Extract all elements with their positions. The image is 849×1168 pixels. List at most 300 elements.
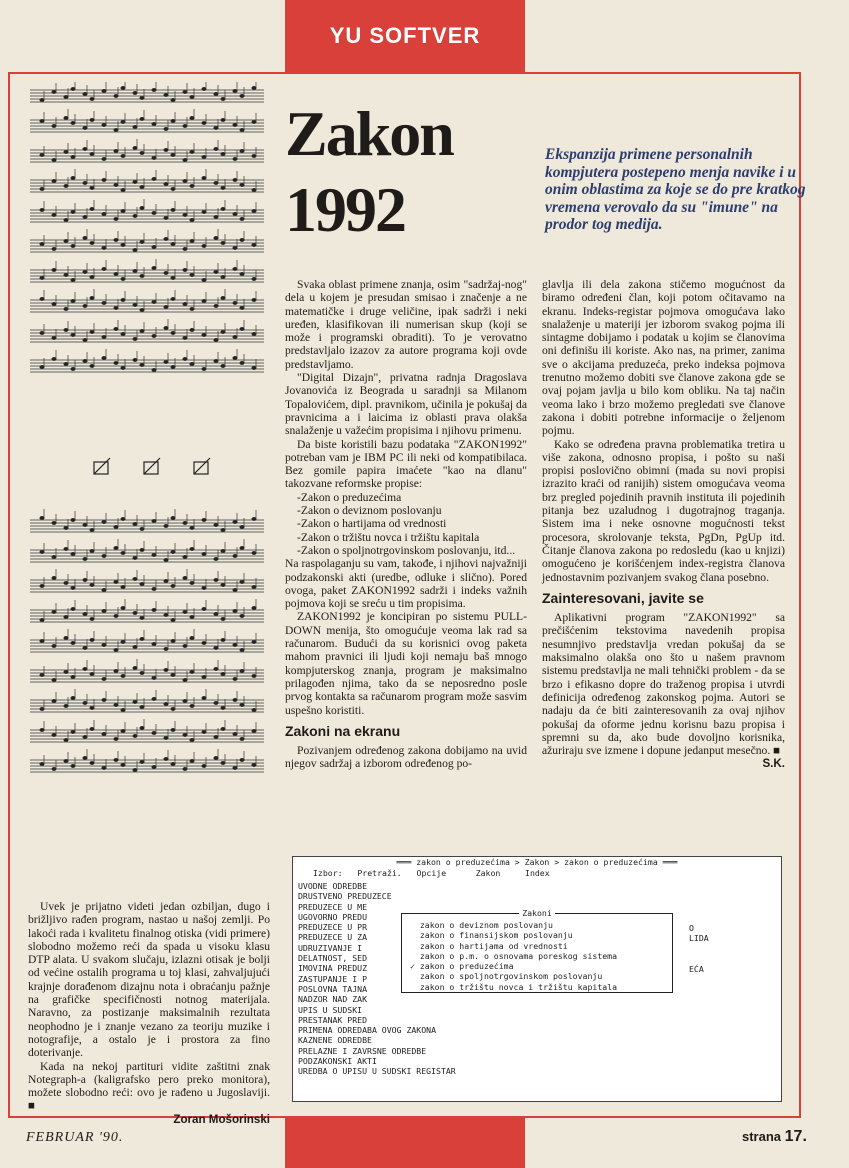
chapter-list-item[interactable]: PODZAKONSKI AKTI [298,1056,377,1067]
note-head [190,547,194,550]
note-head [102,698,106,701]
note-head [221,241,225,244]
note-head [102,356,106,359]
note-head [221,706,225,709]
chapter-list-item[interactable]: PREDUZECE U ME [298,901,368,912]
paragraph: Kada na nekoj partituri vidite zaštitni znak Notegraph-a (kaligrafsko pero preko monitora), možete slobodno reći: ovo je rađeno u Jugoslaviji. ■ [28,1059,270,1113]
note-head [171,119,175,122]
note-head [240,737,244,740]
note-head [90,186,94,189]
menu-izbor[interactable]: Izbor: [313,868,343,878]
note-head [64,307,68,310]
note-head [202,367,206,370]
note-head [190,150,194,153]
note-head [214,646,218,649]
screen-title-bar: ═══ zakon o preduzećima > Zakon > zakon o preduzećima ═══ [396,857,678,867]
note-head [190,759,194,762]
article-column-2 [542,278,785,771]
note-head [121,674,125,677]
note-head [140,705,144,708]
note-head [90,330,94,333]
note-head [90,672,94,675]
note-head [202,518,206,521]
note-head [71,278,75,281]
note-head [190,704,194,707]
note-head [102,246,106,249]
chapter-list-item[interactable]: UPIS U SUDSKI [298,1004,363,1015]
note-head [40,618,44,621]
note-head [152,211,156,214]
note-head [221,727,225,730]
note-head [152,553,156,556]
note-head [221,549,225,552]
note-head [64,239,68,242]
note-head [202,641,206,644]
note-head [171,187,175,190]
note-head [140,671,144,674]
note-head [183,521,187,524]
note-head [83,215,87,218]
note-head [90,761,94,764]
note-head [214,126,218,129]
note-head [164,127,168,130]
note-head [240,217,244,220]
note-head [152,300,156,303]
note-head [171,707,175,710]
note-head [183,733,187,736]
note-head [114,614,118,617]
popup-item[interactable]: zakon o finansijskom poslovanju [410,930,573,941]
list-item: -Zakon o preduzećima [297,490,402,504]
laws-popup [401,908,673,993]
note-head [102,609,106,612]
note-head [164,271,168,274]
note-head [133,768,137,771]
note-head [71,552,75,555]
note-head [190,362,194,365]
chapter-list-item[interactable]: PREDUZECE U ZA [298,932,368,943]
note-head [52,555,56,558]
note-head [221,97,225,100]
note-head [90,638,94,641]
note-head [183,302,187,305]
note-head [183,555,187,558]
footer-band [285,1118,525,1168]
note-head [140,527,144,530]
subheading: Zakoni na ekranu [285,722,401,739]
note-head [102,212,106,215]
note-head [133,303,137,306]
note-head [171,618,175,621]
note-head [152,608,156,611]
note-head [40,550,44,553]
note-head [102,123,106,126]
chapter-list-item[interactable]: UREDBA O UPISU U SUDSKI REGISTAR [298,1066,456,1077]
note-head [140,616,144,619]
note-head [83,147,87,150]
note-head [233,356,237,359]
note-head [83,735,87,738]
note-head [52,610,56,613]
popup-list [410,920,617,992]
note-head [164,326,168,329]
note-head [171,331,175,334]
note-head [164,182,168,185]
note-head [52,302,56,305]
note-head [240,546,244,549]
note-head [233,123,237,126]
note-head [233,588,237,591]
note-head [121,86,125,89]
note-head [252,154,256,157]
note-head [133,666,137,669]
menu-index[interactable]: Index [525,868,550,878]
note-head [64,95,68,98]
note-head [52,576,56,579]
note-head [83,126,87,129]
note-head [90,241,94,244]
note-head [240,361,244,364]
note-head [202,121,206,124]
note-head [183,610,187,613]
note-head [233,554,237,557]
note-head [152,156,156,159]
note-head [71,87,75,90]
note-head [40,365,44,368]
note-head [214,523,218,526]
note-head [114,546,118,549]
headline [285,96,545,248]
note-head [140,582,144,585]
popup-item[interactable]: zakon o tržištu novca i tržištu kapitala [410,981,618,992]
note-head [71,244,75,247]
note-head [64,615,68,618]
note-head [40,516,44,519]
note-head [183,90,187,93]
note-head [252,120,256,123]
note-head [183,767,187,770]
note-head [183,357,187,360]
note-head [71,518,75,521]
chapter-list-item[interactable]: KAZNENE ODREDBE [298,1035,372,1046]
note-head [214,181,218,184]
popup-item[interactable]: zakon o deviznom poslovanju [410,920,553,930]
chapter-list-item[interactable]: PRIMENA ODREDABA OVOG ZAKONA [298,1025,437,1036]
note-head [140,726,144,729]
note-head [233,643,237,646]
note-head [52,268,56,271]
chapter-list-item[interactable]: DELATNOST, SED [298,953,368,964]
note-head [121,209,125,212]
note-head [190,615,194,618]
note-head [183,268,187,271]
note-head [171,208,175,211]
note-head [214,92,218,95]
note-head [240,614,244,617]
note-head [214,147,218,150]
note-head [64,218,68,221]
section-header-band [285,0,525,72]
note-head [40,673,44,676]
note-head [83,667,87,670]
note-head [214,557,218,560]
note-head [71,155,75,158]
note-head [114,669,118,672]
chapter-list-item[interactable]: PREDUZECE U PR [298,922,368,933]
note-head [121,298,125,301]
note-head [64,184,68,187]
note-head [152,587,156,590]
note-head [152,676,156,679]
note-head [221,583,225,586]
note-head [164,216,168,219]
note-head [83,270,87,273]
note-head [214,667,218,670]
note-head [83,181,87,184]
note-head [83,523,87,526]
popup-item[interactable]: ✓ zakon o preduzećima [410,961,514,972]
note-head [133,248,137,251]
paragraph: glavlja ili dela zakona stičemo mogućnost da biramo određeni član, koji potom očitavamo na ekranu. Indeks-registar pojmova omogućava lako snalaženje u materiji jer izborom svakog pojma ili sintagme dobijamo i podatak u kojim se članovima oni definišu ili koriste. Ako nas, na primer, zanima sve o akcijama preduzeća, preko indeksa pojmova trenutno možemo dobiti sve članove zakona gde se ovaj pojam javlja u bilo kom obliku. Na taj način veoma lako i brzo možemo pregledati sve članove zakona i dobiti potrebne informacije o željenom pojmu. [542,278,785,438]
chapter-list-item[interactable]: PRELAZNE I ZAVRSNE ODREDBE [298,1045,427,1056]
note-head [90,528,94,531]
note-head [202,333,206,336]
note-head [140,240,144,243]
note-head [40,728,44,731]
note-head [114,94,118,97]
note-head [102,520,106,523]
menu-zakon[interactable]: Zakon [475,868,501,878]
note-head [183,213,187,216]
note-head [64,526,68,529]
note-head [133,91,137,94]
note-head [202,696,206,699]
chapter-list-item[interactable]: POSLOVNA TAJNA [298,983,368,994]
note-head [164,757,168,760]
note-head [171,728,175,731]
note-head [202,675,206,678]
note-head [64,670,68,673]
note-head [202,552,206,555]
note-head [252,517,256,520]
note-head [90,727,94,730]
note-head [64,150,68,153]
note-head [152,731,156,734]
note-head [190,273,194,276]
lede: Ekspanzija primene personalnih kompjutera postepeno menja navike i u onim oblastima za koje se do pre kratkog vremena verovalo da su "imune" na prodor tog medija. [545,146,806,233]
note-head [64,328,68,331]
note-head [52,678,56,681]
note-head [233,267,237,270]
note-head [164,360,168,363]
note-head [133,146,137,149]
note-head [171,365,175,368]
note-head [90,583,94,586]
chapter-list-item[interactable]: UVODNE ODREDBE [298,881,368,891]
note-head [252,243,256,246]
menu-pretrazi[interactable]: Pretraži. [357,868,402,878]
note-head [133,556,137,559]
list-item: -Zakon o hartijama od vrednosti [297,517,447,531]
note-head [164,736,168,739]
note-head [83,304,87,307]
note-head [121,763,125,766]
note-head [102,335,106,338]
note-head [190,738,194,741]
chapter-list-item[interactable]: ZASTUPANJE I P [298,973,368,984]
note-head [202,87,206,90]
note-head [252,640,256,643]
note-head [164,524,168,527]
note-head [214,304,218,307]
note-head [114,648,118,651]
note-head [133,358,137,361]
note-head [233,520,237,523]
screen-fragment: LIDA [689,933,709,943]
note-head [171,98,175,101]
note-head [240,758,244,761]
note-head [240,128,244,131]
note-head [221,207,225,210]
note-head [190,307,194,310]
note-head [240,327,244,330]
note-head [40,187,44,190]
note-head [71,607,75,610]
note-head [202,730,206,733]
note-head [152,765,156,768]
note-head [90,706,94,709]
note-head [90,97,94,100]
note-head [133,577,137,580]
paragraph: Da biste koristili bazu podataka "ZAKON1992" potreban vam je IBM PC ili neki od kompatibilaca. Bez gomile papira imaćete "kao na dlanu" takozvane reformske propise: [285,437,527,491]
popup-title: Zakoni [519,908,555,918]
screen-menu-bar [313,868,550,878]
chapter-list-item[interactable]: UDRUZIVANJE I [298,942,363,953]
note-head [171,297,175,300]
popup-item[interactable]: zakon o hartijama od vrednosti [410,940,568,951]
note-head [171,584,175,587]
note-head [190,670,194,673]
note-head [90,275,94,278]
note-head [83,646,87,649]
note-head [221,617,225,620]
note-head [252,209,256,212]
note-head [40,297,44,300]
note-head [202,586,206,589]
note-head [252,606,256,609]
note-head [202,299,206,302]
signature: S.K. [762,757,785,771]
note-head [214,270,218,273]
note-head [152,642,156,645]
note-head [240,272,244,275]
screen-fragment: EĆA [689,964,704,974]
note-head [221,118,225,121]
note-head [221,152,225,155]
note-head [114,703,118,706]
note-head [90,364,94,367]
note-head [121,729,125,732]
note-head [252,298,256,301]
chapter-list-item[interactable]: UGOVORNO PREDU [298,911,368,922]
note-head [133,522,137,525]
note-head [233,157,237,160]
paragraph: Kako se određena pravna problematika tretira u više zakona, odnosno propisa, i pošto su naši propisi poslovično obimni (mada su novi propisi izrazito kraći od ranijih) sistem omogućava veoma brz pregled pojedinih pravnih instituta ili pojedinih pitanja bez uzaludnog i dugotrajnog traganja. Sistem ima i neke osnovne mogućnosti tekst procesora, skrolovanje teksta, PgDn, PgUp itd. Čitanje članova zakona po redosledu (kao u knjizi) omogućeno je korišćenjem index-registra članova jednostavnim pozivanjem svakog člana posebno. [542,437,785,584]
note-head [83,236,87,239]
note-head [140,548,144,551]
note-head [40,242,44,245]
note-head [140,308,144,311]
menu-opcije[interactable]: Opcije [416,868,447,878]
subheading: Zainteresovani, javite se [542,589,704,606]
note-head [190,184,194,187]
note-head [52,767,56,770]
screen-fragment: O [689,923,694,933]
note-head [152,368,156,371]
note-head [240,238,244,241]
note-head [40,707,44,710]
note-head [52,124,56,127]
article-column-1 [285,278,527,771]
note-head [214,338,218,341]
note-head [221,186,225,189]
note-head [64,273,68,276]
note-head [83,557,87,560]
note-head [152,266,156,269]
popup-item[interactable]: zakon o p.m. o osnovama poreskog sistema [410,950,618,961]
note-head [140,363,144,366]
note-head [121,551,125,554]
note-head [214,735,218,738]
chapter-list-item[interactable]: DRUSTVENO PREDUZECE [298,891,392,902]
note-head [214,612,218,615]
note-head [121,585,125,588]
note-head [171,153,175,156]
popup-item[interactable]: zakon o spoljnotrgovinskom poslovanju [410,971,603,982]
note-head [133,214,137,217]
note-head [164,148,168,151]
note-head [252,708,256,711]
note-head [71,696,75,699]
note-head [114,217,118,220]
note-head [102,643,106,646]
note-head [121,120,125,123]
note-head [90,296,94,299]
note-head [83,92,87,95]
note-head [221,528,225,531]
note-head [140,637,144,640]
paragraph: Uvek je prijatno videti jedan ozbiljan, dugo i brižljivo rađen program, nastao u našoj zemlji. Po lakoći rada i kvalitetu finalnog otiska (vidi primere) slobodno možemo reći da spada u visoku klasu DTP alata. U svakom slučaju, izlazni otisak je bolji od većine ostalih programa u toj klasi, zahvaljujući krajnje dorađenom dizajnu nota i obraćanju pažnje na grafičke specifičnosti notnog materijala. Naravno, za postizanje maksimalnih rezultata neophodno je i znanje vezano za teoriju muzike i notografije, a ostalo je i prostora za fino doterivanje. [28,900,270,1060]
chapter-list-item[interactable]: IMOVINA PREDUZ [298,963,368,974]
chapter-list-item[interactable]: PRESTANAK PRED [298,1014,368,1025]
note-head [152,88,156,91]
note-head [40,98,44,101]
note-head [133,269,137,272]
note-head [71,367,75,370]
note-head [233,246,237,249]
note-head [240,525,244,528]
note-head [140,329,144,332]
note-head [71,641,75,644]
note-head [64,581,68,584]
page-number: strana 17. [742,1128,807,1145]
note-head [240,703,244,706]
note-head [190,581,194,584]
chapter-list-item[interactable]: NADZOR NAD ZAK [298,994,368,1005]
note-head [233,677,237,680]
note-head [114,306,118,309]
note-head [152,122,156,125]
